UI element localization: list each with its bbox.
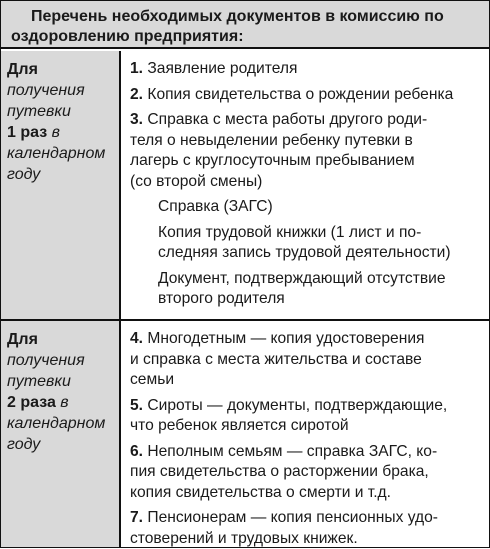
list-subitem: Справка (ЗАГС): [158, 198, 273, 215]
list-item: 5. Сироты — документы, подтверждающие, что ребенок является сиротой: [130, 396, 448, 434]
table-header: [1, 1, 489, 49]
table-row-twice-per-year: [1, 321, 489, 547]
row-label-cell: [1, 51, 121, 319]
row-label-word: году: [7, 436, 41, 453]
row-label-word: путевки: [7, 373, 71, 390]
row-label-word: Для: [7, 61, 38, 78]
row-documents-cell: [121, 321, 489, 547]
row-label-word: путевки: [7, 103, 71, 120]
row-label-cell: [1, 321, 121, 547]
row-label-word: Для: [7, 331, 38, 348]
list-item: 6. Неполным семьям — справка ЗАГС, ко- пия свидетельства о расторжении брака, копия свидетельства о смерти и т.д.: [130, 442, 438, 501]
list-subitem: Копия трудовой книжки (1 лист и по- следняя запись трудовой деятельности): [158, 223, 451, 261]
table-row-once-per-year: [1, 51, 489, 321]
list-item: 3. Справка с места работы другого роди- теля о невыделении ребенку путевки в лагерь с круглосуточным пребыванием (со второй смены): [130, 111, 428, 190]
header-title-line-2: оздоровлению предприятия:: [11, 28, 244, 45]
row-label-word: календарном: [7, 415, 106, 432]
list-item: 7. Пенсионерам — копия пенсионных удо- стоверений и трудовых книжек.: [130, 509, 438, 547]
list-item: 4. Многодетным — копия удостоверения и справка с места жительства и составе семьи: [130, 330, 425, 388]
row-documents-cell: [121, 51, 489, 319]
header-title-line-1: Перечень необходимых документов в комиссию по: [31, 8, 444, 25]
row-label-frequency: 1 раз в: [7, 124, 60, 141]
row-label-word: календарном: [7, 145, 106, 162]
list-subitem: Документ, подтверждающий отсутствие второго родителя: [158, 269, 446, 307]
row-label-frequency: 2 раза в: [7, 394, 69, 411]
list-item: 1. Заявление родителя: [130, 60, 298, 77]
row-label-word: получения: [7, 352, 85, 369]
row-label-word: году: [7, 166, 41, 183]
row-label-word: получения: [7, 82, 85, 99]
list-item: 2. Копия свидетельства о рождении ребенка: [130, 85, 454, 103]
